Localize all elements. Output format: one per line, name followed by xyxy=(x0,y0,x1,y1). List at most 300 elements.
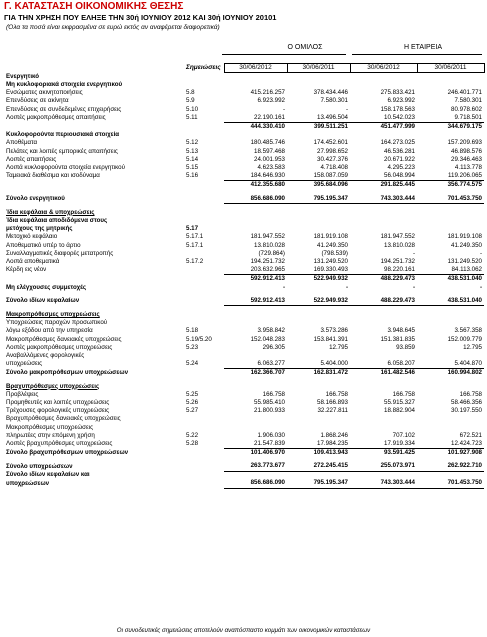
group-2011-value: 5.404.000 xyxy=(320,360,348,368)
row-label: Ίδια κεφάλαια αποδιδόμενα στους xyxy=(6,216,108,224)
row-note-ref xyxy=(184,449,224,458)
row-note-ref xyxy=(184,424,224,432)
page-subtitle: ΓΙΑ ΤΗΝ ΧΡΗΣΗ ΠΟΥ ΕΛΗΞΕ ΤΗΝ 30ή ΙΟΥΝΙΟΥ 2012 ΚΑΙ 30ή ΙΟΥΝΙΟΥ 20101 xyxy=(4,13,277,22)
company-2011-value: 58.466.356 xyxy=(451,399,482,407)
group-2012-value: 194.251.732 xyxy=(250,257,285,265)
group-2011-value xyxy=(287,471,350,479)
group-2011-value: 158.087.059 xyxy=(313,172,348,180)
group-2011-value: 522.949.932 xyxy=(287,297,350,306)
company-2011-value: 672.521 xyxy=(459,431,482,439)
row-label: λόγω εξόδου από την υπηρεσία xyxy=(6,327,93,335)
row-note-ref: 5.17.1 xyxy=(186,241,204,249)
row-note-ref xyxy=(184,73,224,81)
row-note-ref xyxy=(184,297,224,306)
company-2012-value xyxy=(350,424,417,432)
company-2012-value: 93.591.425 xyxy=(350,449,417,458)
page-title: Γ. ΚΑΤΑΣΤΑΣΗ ΟΙΚΟΝΟΜΙΚΗΣ ΘΕΣΗΣ xyxy=(4,1,184,12)
group-2011-value: 27.998.652 xyxy=(317,147,348,155)
table-row xyxy=(4,156,484,164)
row-note-ref: 5.28 xyxy=(186,440,199,448)
row-note-ref: 5.23 xyxy=(186,343,199,351)
company-2011-value: 9.718.501 xyxy=(454,113,482,121)
group-2012-value: 856.686.090 xyxy=(224,195,287,204)
row-note-ref xyxy=(184,217,224,225)
company-2012-value: 6.058.207 xyxy=(387,360,415,368)
company-2011-value: 80.978.602 xyxy=(451,105,482,113)
company-2012-value xyxy=(350,217,417,225)
label-column-header xyxy=(4,64,184,73)
company-2012-value: 291.825.445 xyxy=(350,181,417,190)
row-note-ref: 5.17 xyxy=(186,225,199,233)
row-note-ref xyxy=(184,195,224,204)
table-row xyxy=(4,462,484,471)
company-2011-value: 30.197.550 xyxy=(451,407,482,415)
table-row xyxy=(4,148,484,156)
table-row xyxy=(4,106,484,114)
group-2012-value: 6.063.277 xyxy=(257,360,285,368)
row-label: Ενεργητικό xyxy=(6,72,40,80)
company-2011-value xyxy=(417,131,484,139)
company-2012-value: 93.859 xyxy=(396,343,415,351)
row-note-ref: 5.8 xyxy=(186,89,195,97)
group-2011-value: 131.249.520 xyxy=(313,257,348,265)
table-row xyxy=(4,209,484,217)
company-2012-value: 164.273.025 xyxy=(380,139,415,147)
company-2012-value: 151.381.835 xyxy=(380,335,415,343)
table-row xyxy=(4,275,484,284)
table-row xyxy=(4,344,484,352)
company-2011-value: 84.113.062 xyxy=(451,266,482,274)
group-2011-value: 522.949.932 xyxy=(287,275,350,284)
group-2012-value: 55.985.410 xyxy=(254,399,285,407)
group-2011-value xyxy=(287,383,350,391)
group-2011-value xyxy=(287,352,350,360)
company-2012-value: - xyxy=(412,283,415,291)
row-label xyxy=(4,275,184,284)
row-label: Λοιπά αποθεματικά xyxy=(6,257,60,265)
group-2011-value xyxy=(287,217,350,225)
row-label: Αποθέματα xyxy=(6,139,38,147)
currency-note: (Όλα τα ποσά είναι εκφρασμένα σε ευρώ εκτός αν αναφέρεται διαφορετικά) xyxy=(6,24,220,31)
company-2011-value: 4.113.778 xyxy=(454,163,482,171)
company-2012-value: 98.220.161 xyxy=(384,266,415,274)
company-2012-value xyxy=(350,225,417,233)
company-2012-value: 18.882.904 xyxy=(384,407,415,415)
company-2012-value: 3.948.645 xyxy=(387,327,415,335)
group-2012-value xyxy=(224,352,287,360)
row-label: Σύνολο ιδίων κεφαλαίων xyxy=(6,297,80,305)
row-label: Επενδύσεις σε ακίνητα xyxy=(6,97,69,105)
row-label: Τρέχουσες φορολογικές υποχρεώσεις xyxy=(6,407,110,415)
group-2011-value: 58.166.893 xyxy=(317,399,348,407)
row-label: Μακροπρόθεσμες υποχρεώσεις xyxy=(6,423,94,431)
group-2011-value: 17.984.235 xyxy=(317,440,348,448)
row-note-ref xyxy=(184,250,224,258)
date-header-group-2011: 30/06/2011 xyxy=(287,64,350,73)
group-2012-value: 166.758 xyxy=(262,390,285,398)
table-row xyxy=(4,369,484,378)
company-2012-value xyxy=(350,471,417,479)
row-label: Αποθεματικό υπέρ το άρτιο xyxy=(6,241,81,249)
company-2012-value: 20.671.922 xyxy=(384,155,415,163)
company-2011-value: 12.424.723 xyxy=(451,440,482,448)
company-2011-value: 131.249.520 xyxy=(447,257,482,265)
table-row xyxy=(4,73,484,81)
table-row xyxy=(4,415,484,423)
row-label: Κυκλοφορούντα περιουσιακά στοιχεία xyxy=(6,131,120,139)
group-2011-value xyxy=(287,81,350,89)
company-2011-value xyxy=(417,383,484,391)
row-note-ref xyxy=(184,319,224,327)
group-2012-value xyxy=(224,415,287,423)
company-2011-value: 701.453.750 xyxy=(417,195,484,204)
group-2012-value xyxy=(224,311,287,319)
row-label: Μακροπρόθεσμες δανειακές υποχρεώσεις xyxy=(6,335,122,343)
group-2011-value: - xyxy=(345,105,348,113)
table-row xyxy=(4,424,484,432)
group-2011-value xyxy=(287,319,350,327)
row-label: Αναβαλλόμενες φορολογικές xyxy=(6,352,85,359)
company-2011-value: 152.009.779 xyxy=(447,335,482,343)
group-2012-value: 184.646.930 xyxy=(250,172,285,180)
table-row xyxy=(4,225,484,233)
row-note-ref: 5.16 xyxy=(186,172,199,180)
row-note-ref: 5.24 xyxy=(186,360,199,368)
group-2012-value xyxy=(224,319,287,327)
group-2012-value: 4.623.583 xyxy=(257,163,285,171)
row-label: Κέρδη εις νέον xyxy=(6,266,47,274)
table-row xyxy=(4,242,484,250)
company-2012-value: 255.073.971 xyxy=(350,462,417,471)
group-2011-value: 174.452.601 xyxy=(313,139,348,147)
company-2012-value: 4.295.223 xyxy=(387,163,415,171)
company-2011-value: 157.209.693 xyxy=(447,139,482,147)
company-2011-value: 166.758 xyxy=(459,390,482,398)
group-2012-value: 296.305 xyxy=(262,343,285,351)
row-note-ref: 5.19/5.20 xyxy=(186,335,212,343)
company-2012-value xyxy=(350,383,417,391)
row-note-ref xyxy=(184,284,224,292)
company-2011-value: 3.567.358 xyxy=(454,327,482,335)
company-2012-value: 707.102 xyxy=(392,431,415,439)
company-2011-value: 7.580.301 xyxy=(454,97,482,105)
group-2011-value: 1.868.246 xyxy=(320,431,348,439)
company-2011-value xyxy=(417,415,484,423)
row-label: Σύνολο υποχρεώσεων xyxy=(6,462,73,470)
row-note-ref xyxy=(184,122,224,131)
company-2011-value: 46.898.576 xyxy=(451,147,482,155)
company-2011-value: 438.531.040 xyxy=(417,275,484,284)
table-row xyxy=(4,89,484,97)
row-label: Υποχρεώσεις παροχών προσωπικού xyxy=(6,319,108,327)
row-label: Σύνολο ιδίων κεφαλαίων και xyxy=(6,471,90,479)
group-2012-value: 101.406.970 xyxy=(224,449,287,458)
group-2011-value: 795.195.347 xyxy=(287,479,350,488)
group-2011-value: 13.496.504 xyxy=(317,113,348,121)
group-2011-value: 12.795 xyxy=(329,343,348,351)
row-note-ref xyxy=(184,415,224,423)
company-2011-value: - xyxy=(479,283,482,291)
row-label: Μη ελέγχουσες συμμετοχές xyxy=(6,283,87,291)
row-label: Μετοχικό κεφάλαιο xyxy=(6,233,58,241)
company-2012-value: 743.303.444 xyxy=(350,479,417,488)
group-2011-value: 32.227.811 xyxy=(317,407,348,415)
company-2011-value xyxy=(417,352,484,360)
group-2012-value: 3.958.842 xyxy=(257,327,285,335)
table-row xyxy=(4,383,484,391)
company-2012-value: 10.542.023 xyxy=(384,113,415,121)
row-note-ref: 5.11 xyxy=(186,113,198,121)
group-2012-value: 203.632.965 xyxy=(250,266,285,274)
company-2012-value xyxy=(350,81,417,89)
row-note-ref: 5.27 xyxy=(186,407,199,415)
table-row xyxy=(4,195,484,204)
row-label: υποχρεώσεων xyxy=(6,479,50,487)
company-2011-value xyxy=(417,225,484,233)
row-label: Βραχυπρόθεσμες υποχρεώσεις xyxy=(6,382,100,390)
company-2012-value: 488.229.473 xyxy=(350,297,417,306)
group-2011-value: 395.684.096 xyxy=(287,181,350,190)
table-row xyxy=(4,399,484,407)
company-2012-value: 13.810.028 xyxy=(384,241,415,249)
company-2012-value xyxy=(350,209,417,217)
company-2011-value xyxy=(417,311,484,319)
group-2011-value: 4.718.408 xyxy=(320,163,348,171)
row-label: Προβλέψεις xyxy=(6,390,39,398)
date-header-group-2012: 30/06/2012 xyxy=(224,64,287,73)
table-row xyxy=(4,181,484,190)
company-2011-value: 101.927.908 xyxy=(417,449,484,458)
company-2011-value: 160.994.802 xyxy=(417,369,484,378)
company-2011-value xyxy=(417,424,484,432)
company-2012-value xyxy=(350,352,417,360)
group-2012-value: (729.864) xyxy=(258,249,285,257)
row-note-ref xyxy=(184,209,224,217)
company-2011-value: 356.774.575 xyxy=(417,181,484,190)
group-2011-value: 7.580.301 xyxy=(320,97,348,105)
company-2012-value: 158.178.563 xyxy=(380,105,415,113)
company-2011-value xyxy=(417,217,484,225)
row-label: Μακροπρόθεσμες υποχρεώσεις xyxy=(6,310,100,318)
company-2011-value xyxy=(417,471,484,479)
company-2011-value: 181.919.108 xyxy=(447,233,482,241)
date-header-company-2011: 30/06/2011 xyxy=(417,64,484,73)
company-2012-value xyxy=(350,131,417,139)
row-label: Σύνολο μακροπρόθεσμων υποχρεώσεων xyxy=(6,369,129,377)
row-note-ref xyxy=(184,311,224,319)
row-label: Συναλλαγματικές διαφορές μετατροπής xyxy=(6,249,114,257)
row-note-ref xyxy=(184,275,224,284)
row-note-ref: 5.18 xyxy=(186,327,199,335)
group-2012-value: - xyxy=(282,105,285,113)
company-2012-value: 17.919.334 xyxy=(384,440,415,448)
column-header-row xyxy=(4,64,484,73)
row-note-ref xyxy=(184,479,224,488)
table-row xyxy=(4,97,484,105)
group-2011-value xyxy=(287,424,350,432)
company-2012-value xyxy=(350,311,417,319)
table-row xyxy=(4,266,484,275)
row-label: Ταμειακά διαθέσιμα και ισοδύναμα xyxy=(6,172,100,180)
group-heading-rule xyxy=(222,54,346,55)
group-2012-value: 162.366.707 xyxy=(224,369,287,378)
table-row xyxy=(4,258,484,266)
table-row xyxy=(4,327,484,335)
company-2012-value: 181.947.552 xyxy=(380,233,415,241)
group-2011-value: 181.919.108 xyxy=(313,233,348,241)
table-row xyxy=(4,131,484,139)
company-2011-value: - xyxy=(479,249,482,257)
row-label: Λοιπά κυκλοφορούντα στοιχεία ενεργητικού xyxy=(6,163,125,171)
group-2012-value: - xyxy=(282,283,285,291)
group-2012-value xyxy=(224,471,287,479)
table-row xyxy=(4,391,484,399)
table-row xyxy=(4,139,484,147)
table-row xyxy=(4,122,484,131)
row-note-ref xyxy=(184,352,224,360)
group-2012-value: 6.923.992 xyxy=(257,97,285,105)
group-2011-value: 3.573.286 xyxy=(320,327,348,335)
row-label: Λοιπές βραχυπρόθεσμες υποχρεώσεις xyxy=(6,440,113,448)
row-note-ref: 5.15 xyxy=(186,163,199,171)
row-note-ref: 5.26 xyxy=(186,399,199,407)
row-label: Μη κυκλοφοριακά στοιχεία ενεργητικού xyxy=(6,80,123,88)
row-label: Προμηθευτές και λοιπές υποχρεώσεις xyxy=(6,399,110,407)
table-row xyxy=(4,297,484,306)
table-row xyxy=(4,217,484,225)
company-2011-value: 262.922.710 xyxy=(417,462,484,471)
table-row xyxy=(4,233,484,241)
company-2011-value: 41.249.350 xyxy=(451,241,482,249)
group-2012-value xyxy=(224,81,287,89)
company-2012-value xyxy=(350,73,417,81)
row-note-ref xyxy=(184,471,224,479)
group-2012-value: 18.597.468 xyxy=(254,147,285,155)
group-2012-value: 22.190.161 xyxy=(254,113,285,121)
group-2011-value: 795.195.347 xyxy=(287,195,350,204)
group-2011-value: 166.758 xyxy=(325,390,348,398)
row-note-ref: 5.25 xyxy=(186,390,199,398)
row-label: υποχρεώσεις xyxy=(6,360,43,368)
group-2012-value: 180.485.746 xyxy=(250,139,285,147)
row-note-ref xyxy=(184,181,224,190)
company-2012-value: - xyxy=(412,249,415,257)
table-row xyxy=(4,407,484,415)
row-label xyxy=(4,122,184,131)
group-2011-value: 169.330.493 xyxy=(313,266,348,274)
row-note-ref xyxy=(184,131,224,139)
company-2012-value xyxy=(350,415,417,423)
group-2012-value xyxy=(224,73,287,81)
group-2012-value: 592.912.413 xyxy=(224,297,287,306)
company-2011-value: 344.679.175 xyxy=(417,122,484,131)
group-2012-value: 1.906.030 xyxy=(257,431,285,439)
group-2011-value: 399.511.251 xyxy=(287,122,350,131)
row-label: Σύνολο ενεργητικού xyxy=(6,194,65,202)
company-2012-value: 488.229.473 xyxy=(350,275,417,284)
row-note-ref: 5.13 xyxy=(186,147,199,155)
group-2011-value: (798.539) xyxy=(321,249,348,257)
company-2011-value xyxy=(417,73,484,81)
company-2011-value: 246.401.771 xyxy=(447,89,482,97)
notes-column-header: Σημειώσεις xyxy=(186,64,221,71)
group-2012-value: 152.048.283 xyxy=(250,335,285,343)
group-2012-value xyxy=(224,383,287,391)
row-label: Λοιπές μακροπρόθεσμες υποχρεώσεις xyxy=(6,343,113,351)
row-note-ref: 5.14 xyxy=(186,155,199,163)
row-note-ref xyxy=(184,383,224,391)
table-row xyxy=(4,250,484,258)
company-2011-value xyxy=(417,81,484,89)
row-note-ref: 5.9 xyxy=(186,97,195,105)
row-note-ref xyxy=(184,266,224,275)
row-note-ref: 5.10 xyxy=(186,105,199,113)
row-label: Βραχυπρόθεσμες δανειακές υποχρεώσεις xyxy=(6,415,121,423)
group-2011-value xyxy=(287,209,350,217)
statement-table xyxy=(4,63,485,489)
group-2012-value xyxy=(224,225,287,233)
group-2011-value: 41.249.350 xyxy=(317,241,348,249)
group-2011-value: 162.831.472 xyxy=(287,369,350,378)
table-row xyxy=(4,360,484,369)
company-2012-value: 46.536.281 xyxy=(384,147,415,155)
group-2012-value xyxy=(224,424,287,432)
company-2012-value: 55.915.327 xyxy=(384,399,415,407)
company-2011-value: 119.206.065 xyxy=(448,172,482,180)
row-label: πληρωτέες στην επόμενη χρήση xyxy=(6,431,95,439)
company-2012-value: 166.758 xyxy=(392,390,415,398)
table-row xyxy=(4,432,484,440)
row-label: Πελάτες και λοιπές εμπορικές απαιτήσεις xyxy=(6,147,118,155)
group-2012-value: 181.947.552 xyxy=(250,233,285,241)
company-heading: Η ΕΤΑΙΡΕΙΑ xyxy=(404,44,442,51)
company-2012-value xyxy=(350,319,417,327)
group-2011-value: 153.841.391 xyxy=(313,335,348,343)
company-heading-rule xyxy=(352,54,482,55)
group-2012-value: 856.686.090 xyxy=(224,479,287,488)
row-note-ref xyxy=(184,369,224,378)
company-2012-value: 451.477.999 xyxy=(350,122,417,131)
group-2012-value: 444.330.410 xyxy=(224,122,287,131)
group-2012-value: 21.547.839 xyxy=(254,440,285,448)
group-2012-value: 13.810.028 xyxy=(254,241,285,249)
table-row xyxy=(4,164,484,172)
group-2012-value: 415.216.257 xyxy=(250,89,285,97)
row-note-ref: 5.17.1 xyxy=(186,233,204,241)
table-row xyxy=(4,81,484,89)
group-2011-value: - xyxy=(345,283,348,291)
table-row xyxy=(4,352,484,360)
row-label xyxy=(4,181,184,190)
company-2012-value: 275.833.421 xyxy=(380,89,415,97)
company-2011-value xyxy=(417,209,484,217)
table-row xyxy=(4,336,484,344)
group-2011-value xyxy=(287,311,350,319)
row-note-ref xyxy=(184,81,224,89)
group-2011-value: 378.434.446 xyxy=(313,89,348,97)
company-2011-value: 701.453.750 xyxy=(417,479,484,488)
group-heading: Ο ΟΜΙΛΟΣ xyxy=(287,44,323,51)
group-2011-value xyxy=(287,415,350,423)
company-2012-value: 194.251.732 xyxy=(380,257,415,265)
row-label: Λοιπές μακροπρόθεσμες απαιτήσεις xyxy=(6,113,106,121)
company-2012-value: 161.482.546 xyxy=(350,369,417,378)
table-row xyxy=(4,319,484,327)
table-row xyxy=(4,284,484,292)
table-row xyxy=(4,311,484,319)
company-2012-value: 743.303.444 xyxy=(350,195,417,204)
group-2012-value: 21.800.933 xyxy=(254,407,285,415)
